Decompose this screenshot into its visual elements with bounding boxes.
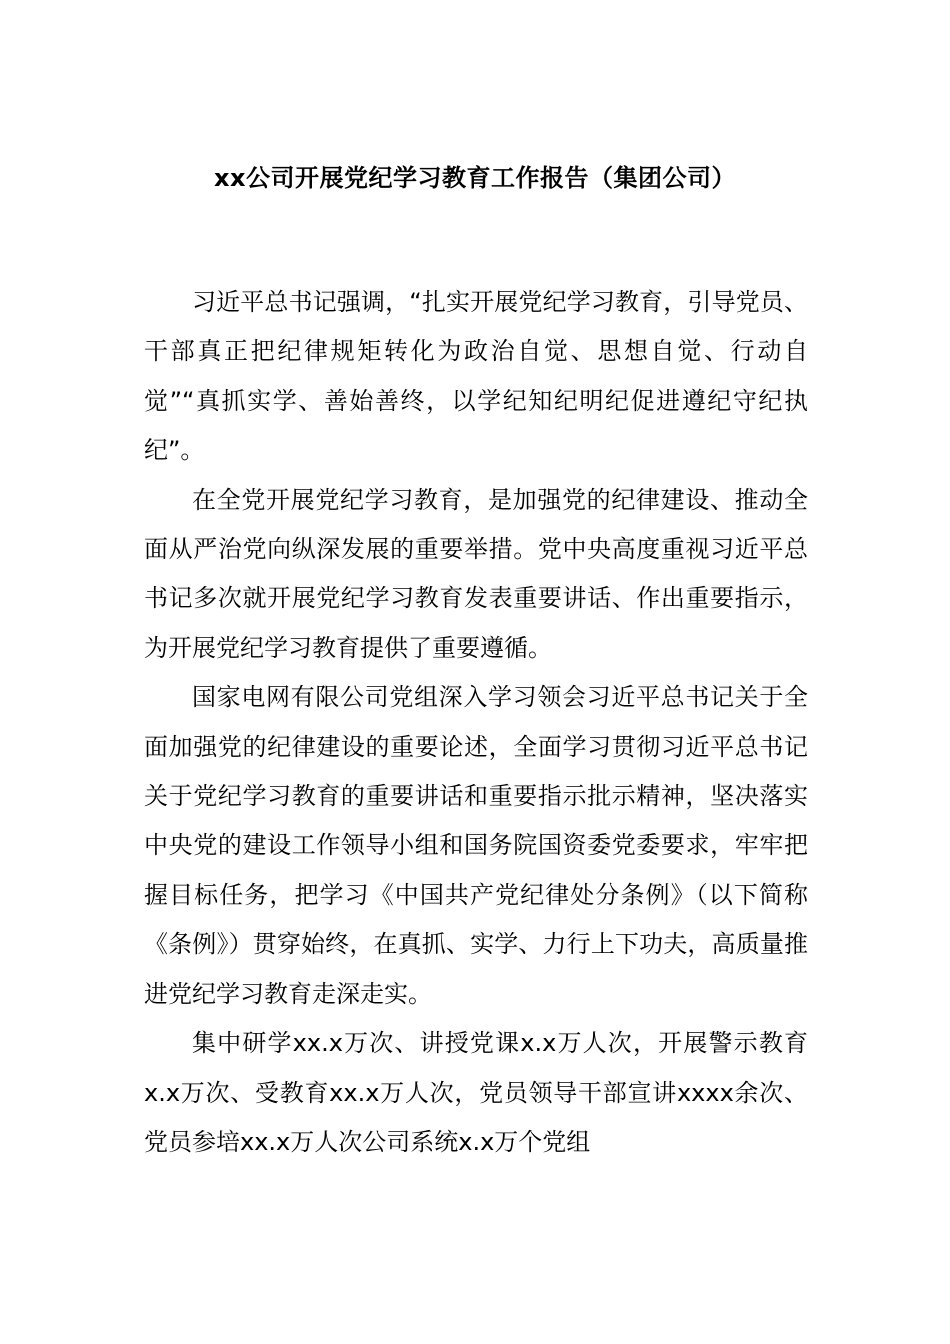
document-title: xx公司开展党纪学习教育工作报告（集团公司） bbox=[214, 164, 736, 192]
paragraph-4: 集中研学xx.x万次、讲授党课x.x万人次，开展警示教育x.x万次、受教育xx.x万人次，党员领导干部宣讲xxxx余次、党员参培xx.x万人次公司系统x.x万个党组 bbox=[144, 1029, 808, 1156]
paragraph-2: 在全党开展党纪学习教育，是加强党的纪律建设、推动全面从严治党向纵深发展的重要举措。党中央高度重视习近平总书记多次就开展党纪学习教育发表重要讲话、作出重要指示，为开展党纪学习教育提供了重要遵循。 bbox=[144, 485, 808, 662]
document-body bbox=[144, 278, 808, 1167]
paragraph-3: 国家电网有限公司党组深入学习领会习近平总书记关于全面加强党的纪律建设的重要论述，全面学习贯彻习近平总书记关于党纪学习教育的重要讲话和重要指示批示精神，坚决落实中央党的建设工作领导小组和国务院国资委党委要求，牢牢把握目标任务，把学习《中国共产党纪律处分条例》（以下简称《条例》）贯穿始终，在真抓、实学、力行上下功夫，高质量推进党纪学习教育走深走实。 bbox=[144, 683, 808, 1008]
paragraph-1: 习近平总书记强调，“扎实开展党纪学习教育，引导党员、干部真正把纪律规矩转化为政治自觉、思想自觉、行动自觉”“真抓实学、善始善终，以学纪知纪明纪促进遵纪守纪执纪”。 bbox=[144, 288, 808, 465]
